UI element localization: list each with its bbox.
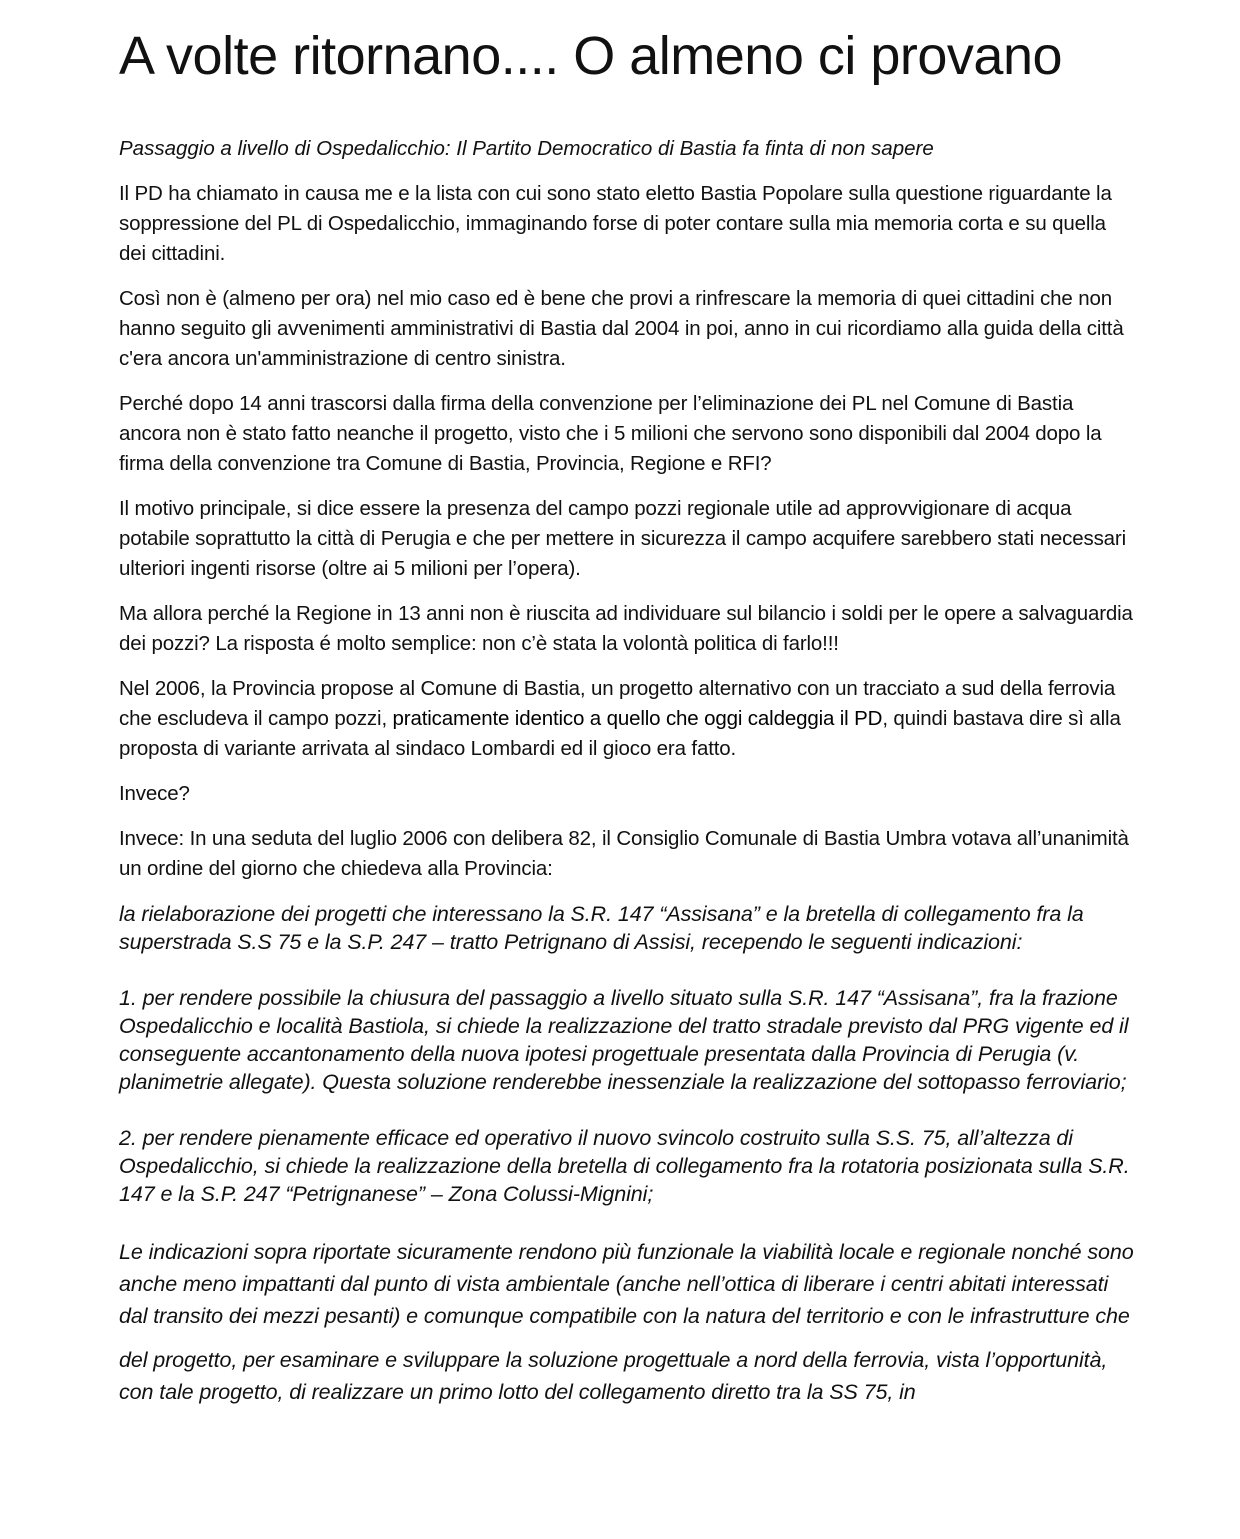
paragraph-memory: Così non è (almeno per ora) nel mio caso ed è bene che provi a rinfrescare la memoria di quei cittadini che non hanno seguito gli avvenimenti amministrativi di Bastia dal 2004 in poi, anno in cui ricordiamo alla guida della città c'era ancora un'amministrazione di centro sinistra. (119, 287, 1124, 370)
quote-continuation: del progetto, per esaminare e sviluppare la soluzione progettuale a nord della ferrovia, vista l’opportunità, con tale progetto, di realizzare un primo lotto del collegamento diretto tra la SS 75, in (119, 1348, 1108, 1404)
paragraph-2006-after: , quindi bastava dire sì alla proposta di variante arrivata al sindaco Lombardi ed il gioco era fatto. (119, 707, 1121, 760)
document-page (119, 24, 1134, 1408)
quote-intro: la rielaborazione dei progetti che interessano la S.R. 147 “Assisana” e la bretella di collegamento fra la superstrada S.S 75 e la S.P. 247 – tratto Petrignano di Assisi, recependo le seguenti indicazioni: (119, 902, 1084, 954)
paragraph-convention: Perché dopo 14 anni trascorsi dalla firma della convenzione per l’eliminazione dei PL nel Comune di Bastia ancora non è stato fatto neanche il progetto, visto che i 5 milioni che servono sono disponibili dal 2004 dopo la firma della convenzione tra Comune di Bastia, Provincia, Regione e RFI? (119, 392, 1102, 475)
paragraph-pd-call: Il PD ha chiamato in causa me e la lista con cui sono stato eletto Bastia Popolare sulla questione riguardante la soppressione del PL di Ospedalicchio, immaginando forse di poter contare sulla mia memoria corta e su quella dei cittadini. (119, 182, 1112, 265)
paragraph-2006-before: Nel 2006, la Provincia propose al Comune di Bastia, un progetto alternativo con un tracciato a sud della ferrovia che escludeva il campo pozzi, (119, 677, 1116, 730)
paragraph-2006-emphasis: praticamente identico a quello che oggi caldeggia il PD (392, 707, 883, 730)
paragraph-answer: Invece: In una seduta del luglio 2006 con delibera 82, il Consiglio Comunale di Bastia Umbra votava all’unanimità un ordine del giorno che chiedeva alla Provincia: (119, 827, 1129, 880)
quote-closing: Le indicazioni sopra riportate sicuramente rendono più funzionale la viabilità locale e regionale nonché sono anche meno impattanti dal punto di vista ambientale (anche nell’ottica di liberare i centri abitati interessati dal transito dei mezzi pesanti) e comunque compatibile con la natura del territorio e con le infrastrutture che (119, 1240, 1134, 1328)
document-title: A volte ritornano.... O almeno ci provano (119, 26, 1063, 86)
quote-item-2: 2. per rendere pienamente efficace ed operativo il nuovo svincolo costruito sulla S.S. 75, all’altezza di Ospedalicchio, si chiede la realizzazione della bretella di collegamento fra la rotatoria posizionata sulla S.R. 147 e la S.P. 247 “Petrignanese” – Zona Colussi-Mignini; (119, 1126, 1130, 1206)
paragraph-question: Invece? (119, 782, 190, 805)
paragraph-region: Ma allora perché la Regione in 13 anni non è riuscita ad individuare sul bilancio i soldi per le opere a salvaguardia dei pozzi? La risposta é molto semplice: non c’è stata la volontà politica di farlo!!! (119, 602, 1133, 655)
paragraph-wells: Il motivo principale, si dice essere la presenza del campo pozzi regionale utile ad approvvigionare di acqua potabile soprattutto la città di Perugia e che per mettere in sicurezza il campo acquifere sarebbero stati necessari ulteriori ingenti risorse (oltre ai 5 milioni per l’opera). (119, 497, 1127, 580)
quote-item-1: 1. per rendere possibile la chiusura del passaggio a livello situato sulla S.R. 147 “Assisana”, fra la frazione Ospedalicchio e località Bastiola, si chiede la realizzazione del tratto stradale previsto dal PRG vigente ed il conseguente accantonamento della nuova ipotesi progettuale presentata dalla Provincia di Perugia (v. planimetrie allegate). Questa soluzione renderebbe inessenziale la realizzazione del sottopasso ferroviario; (119, 986, 1129, 1094)
document-subtitle: Passaggio a livello di Ospedalicchio: Il Partito Democratico di Bastia fa finta di non sapere (119, 137, 934, 160)
paragraph-2006-proposal (119, 674, 1134, 764)
